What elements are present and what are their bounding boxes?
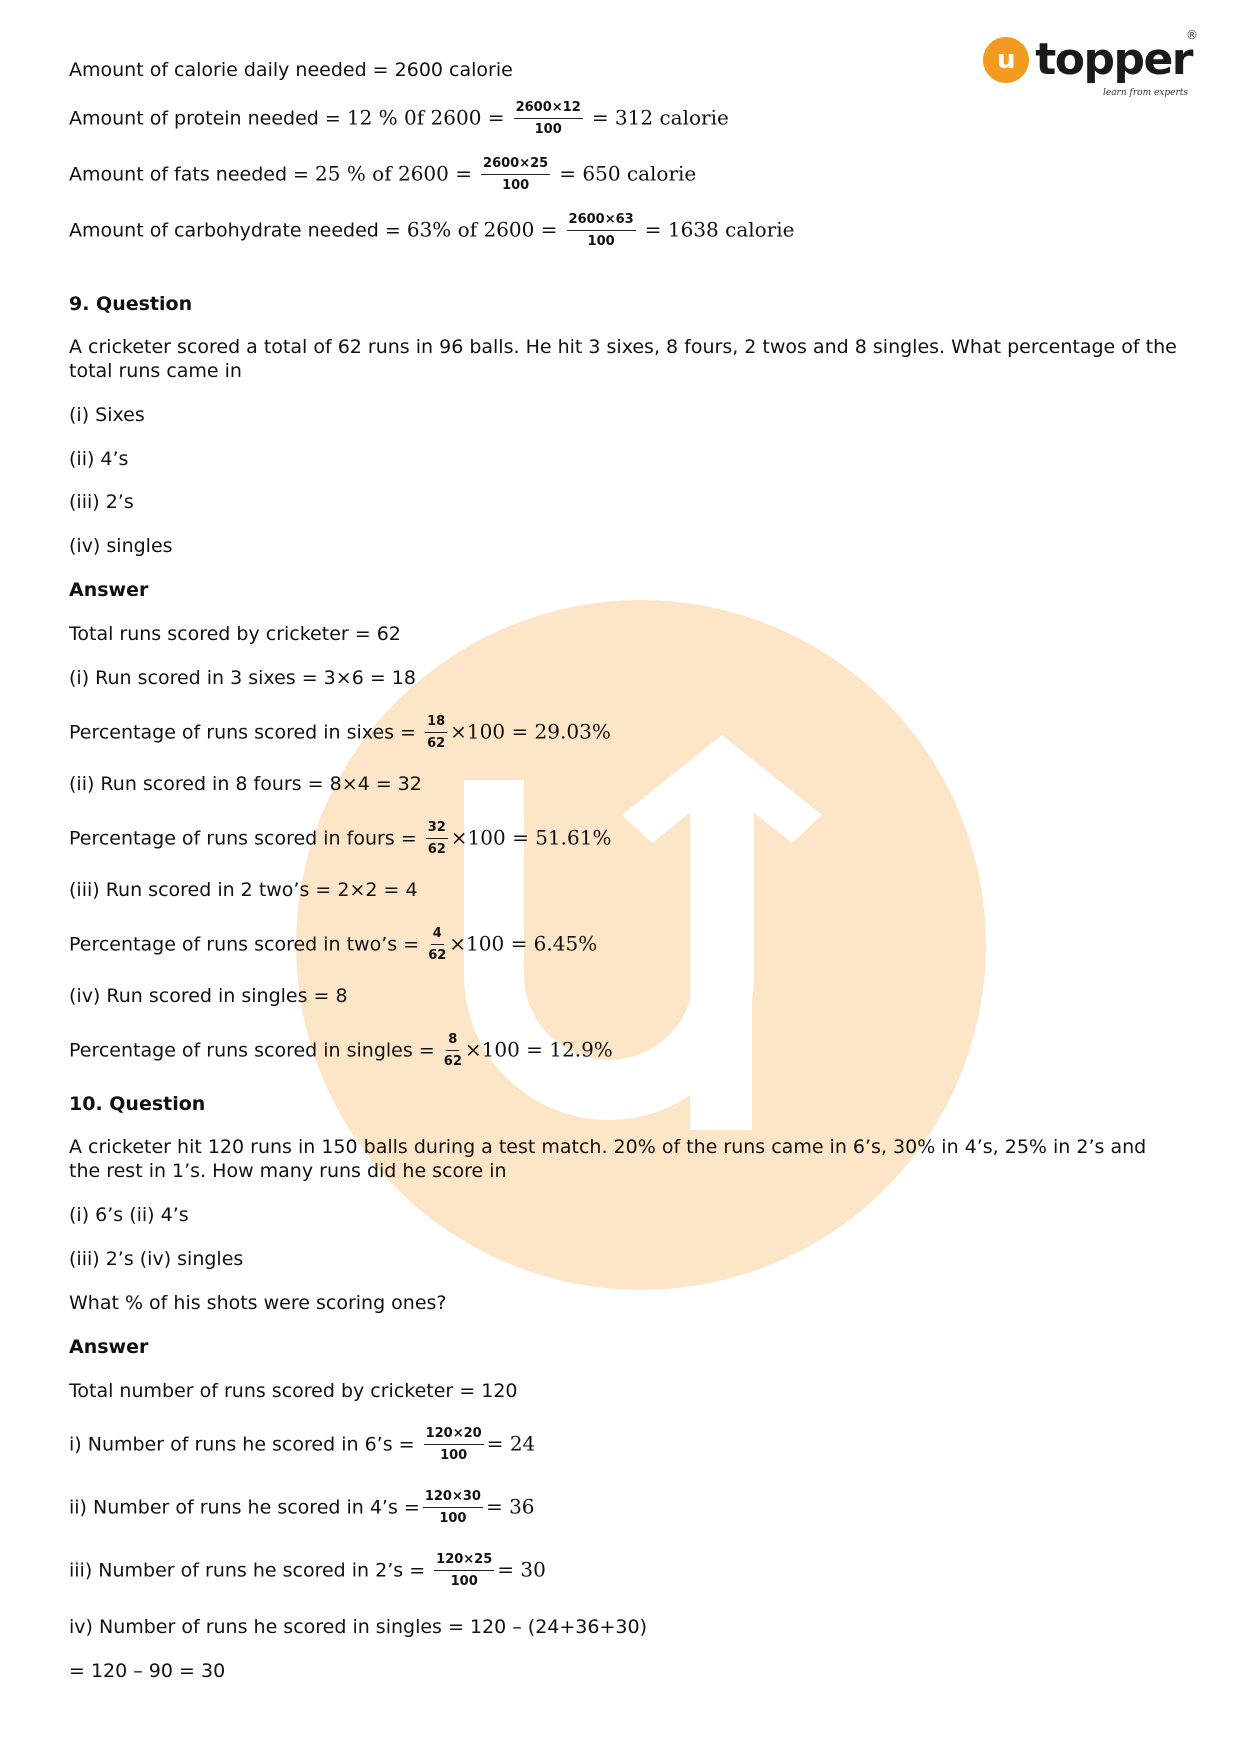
line-result: = 30 <box>497 1557 546 1582</box>
question-9-text: A cricketer scored a total of 62 runs in 96 balls. He hit 3 sixes, 8 fours, 2 twos and 8 singles. What percentage of the total runs came in <box>69 336 1177 382</box>
line-result: = 312 calorie <box>591 105 729 130</box>
line-expr: 63% of 2600 = <box>406 217 558 242</box>
denominator: 62 <box>427 842 446 857</box>
line-expr: 12 % 0f 2600 = <box>346 105 505 130</box>
answer-9-fours-percentage <box>69 820 611 858</box>
topper-logo <box>983 28 1198 98</box>
numerator: 2600×25 <box>481 156 550 175</box>
denominator: 100 <box>439 1511 467 1526</box>
answer-9-total: Total runs scored by cricketer = 62 <box>69 623 401 645</box>
line-result: ×100 = 51.61% <box>450 825 612 850</box>
question-9-part-ii: (ii) 4’s <box>69 448 129 470</box>
denominator: 62 <box>443 1054 462 1069</box>
line-result: = 36 <box>485 1494 535 1519</box>
logo-tagline: learn from experts <box>1102 88 1188 98</box>
question-9-part-iii: (iii) 2’s <box>69 491 134 513</box>
line-result: ×100 = 29.03% <box>450 719 611 744</box>
numerator: 120×30 <box>423 1489 483 1508</box>
answer-10-twos <box>69 1552 546 1590</box>
numerator: 4 <box>431 926 444 945</box>
question-10-parts-1: (i) 6’s (ii) 4’s <box>69 1204 189 1226</box>
fraction <box>426 820 448 858</box>
fraction <box>434 1552 494 1590</box>
line-lead: Amount of fats needed = <box>69 163 316 186</box>
line-lead: Percentage of runs scored in fours = <box>69 827 423 850</box>
line-lead: iii) Number of runs he scored in 2’s = <box>69 1559 432 1582</box>
fraction <box>444 1032 462 1070</box>
denominator: 100 <box>502 178 530 193</box>
numerator: 2600×12 <box>514 100 583 119</box>
denominator: 62 <box>428 948 447 963</box>
protein-line <box>69 100 729 138</box>
line-lead: i) Number of runs he scored in 6’s = <box>69 1433 421 1456</box>
answer-9-fours: (ii) Run scored in 8 fours = 8×4 = 32 <box>69 773 422 795</box>
answer-9-twos-percentage <box>69 926 597 964</box>
fats-line <box>69 156 696 194</box>
numerator: 120×20 <box>424 1426 484 1445</box>
line-lead: ii) Number of runs he scored in 4’s = <box>69 1496 420 1519</box>
fraction <box>514 100 583 138</box>
fraction <box>428 926 446 964</box>
denominator: 100 <box>440 1448 468 1463</box>
question-9-part-i: (i) Sixes <box>69 404 145 426</box>
answer-9-sixes-percentage <box>69 714 611 752</box>
carbohydrate-line <box>69 212 794 250</box>
answer-10-total: Total number of runs scored by cricketer = 120 <box>69 1380 518 1402</box>
line-lead: Percentage of runs scored in sixes = <box>69 721 423 744</box>
watermark-arrow-shaft <box>690 800 752 1130</box>
answer-10-sixes <box>69 1426 535 1464</box>
denominator: 62 <box>427 736 446 751</box>
line-result: = 1638 calorie <box>644 217 795 242</box>
answer-9-heading: Answer <box>69 579 149 601</box>
logo-registered-mark: ® <box>1186 28 1198 42</box>
watermark-arrow-head-icon <box>622 735 822 845</box>
line-lead: Amount of protein needed = <box>69 107 347 130</box>
line-lead: Percentage of runs scored in two’s = <box>69 933 426 956</box>
answer-10-singles: iv) Number of runs he scored in singles = 120 – (24+36+30) <box>69 1616 647 1638</box>
numerator: 120×25 <box>434 1552 494 1571</box>
question-10-parts-2: (iii) 2’s (iv) singles <box>69 1248 244 1270</box>
numerator: 2600×63 <box>567 212 636 231</box>
numerator: 32 <box>426 820 448 839</box>
calorie-line: Amount of calorie daily needed = 2600 calorie <box>69 59 513 81</box>
numerator: 8 <box>446 1032 459 1051</box>
denominator: 100 <box>587 234 615 249</box>
answer-9-singles: (iv) Run scored in singles = 8 <box>69 985 348 1007</box>
denominator: 100 <box>534 122 562 137</box>
line-lead: Amount of carbohydrate needed = <box>69 219 407 242</box>
denominator: 100 <box>450 1574 478 1589</box>
fraction <box>481 156 550 194</box>
answer-10-heading: Answer <box>69 1336 149 1358</box>
fraction <box>567 212 636 250</box>
question-9-part-iv: (iv) singles <box>69 535 173 557</box>
question-10-text: A cricketer hit 120 runs in 150 balls during a test match. 20% of the runs came in 6’s, 30% in 4’s, 25% in 2’s and the rest in 1’s. How many runs did he score in <box>69 1136 1147 1182</box>
fraction <box>425 714 447 752</box>
question-10-extra: What % of his shots were scoring ones? <box>69 1292 447 1314</box>
fraction <box>423 1489 483 1527</box>
fraction <box>424 1426 484 1464</box>
line-result: = 24 <box>486 1431 536 1456</box>
logo-name: topper <box>1035 34 1192 85</box>
line-expr: 25 % of 2600 = <box>315 161 472 186</box>
answer-10-fours <box>69 1489 535 1527</box>
numerator: 18 <box>425 714 447 733</box>
answer-9-sixes: (i) Run scored in 3 sixes = 3×6 = 18 <box>69 667 416 689</box>
line-result: ×100 = 12.9% <box>464 1037 613 1062</box>
logo-mark: u <box>983 37 1029 83</box>
line-result: ×100 = 6.45% <box>449 931 598 956</box>
question-10-heading: 10. Question <box>69 1093 206 1115</box>
line-result: = 650 calorie <box>559 161 697 186</box>
answer-9-singles-percentage <box>69 1032 613 1070</box>
question-9-heading: 9. Question <box>69 293 193 315</box>
answer-10-singles-result: = 120 – 90 = 30 <box>69 1660 226 1682</box>
line-lead: Percentage of runs scored in singles = <box>69 1039 441 1062</box>
answer-9-twos: (iii) Run scored in 2 two’s = 2×2 = 4 <box>69 879 418 901</box>
